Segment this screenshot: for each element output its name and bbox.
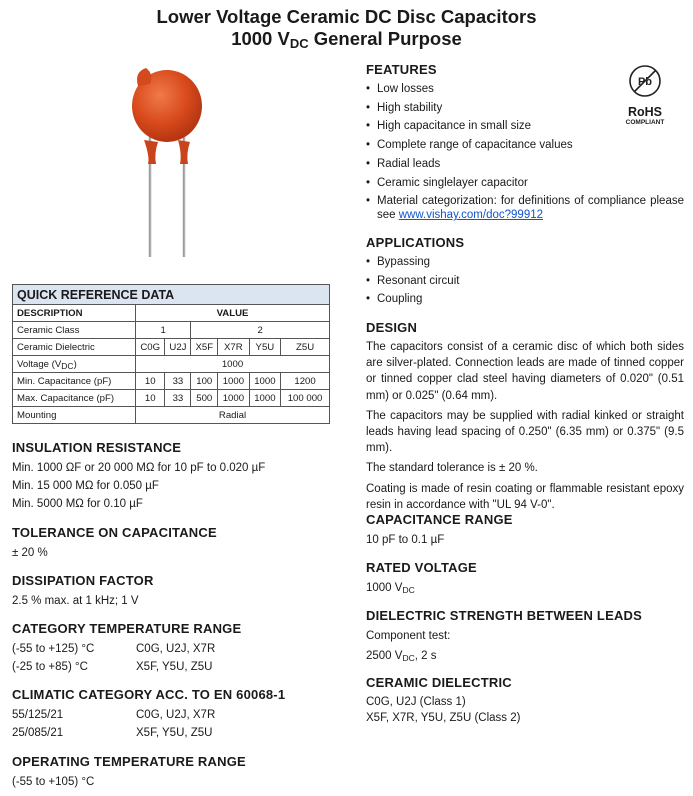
cell: 100 000: [281, 390, 330, 407]
list-item: • High capacitance in small size: [366, 117, 606, 136]
text-line: C0G, U2J (Class 1): [366, 696, 466, 708]
section-heading: DISSIPATION FACTOR: [12, 573, 154, 588]
cell: 1000: [249, 390, 281, 407]
row-label: Min. Capacitance (pF): [13, 373, 136, 390]
cell: 1000: [218, 390, 250, 407]
section-heading: RATED VOLTAGE: [366, 560, 477, 575]
cell: 1000: [249, 373, 281, 390]
list-item: (-25 to +85) °C X5F, Y5U, Z5U: [12, 661, 213, 673]
list-item: (-55 to +125) °C C0G, U2J, X7R: [12, 643, 216, 655]
table-row: [13, 356, 330, 373]
operating-temp-section: [12, 754, 342, 791]
table-caption: QUICK REFERENCE DATA: [13, 285, 330, 305]
text-line: Min. 15 000 MΩ for 0.050 µF: [12, 480, 159, 492]
cell: 1200: [281, 373, 330, 390]
cell: U2J: [165, 339, 191, 356]
table-row: [13, 407, 330, 424]
text-line: (-55 to +105) °C: [12, 776, 95, 788]
text-line: ± 20 %: [12, 547, 48, 559]
quick-reference-table: [12, 284, 330, 424]
row-label: Ceramic Class: [13, 322, 136, 339]
list-item: • Ceramic singlelayer capacitor: [366, 174, 606, 193]
category-temp-section: [12, 621, 342, 676]
list-item: • High stability: [366, 99, 606, 118]
col-description: DESCRIPTION: [13, 305, 136, 322]
cell: 1000: [136, 356, 330, 373]
section-heading: TOLERANCE ON CAPACITANCE: [12, 525, 217, 540]
list-item: • Complete range of capacitance values: [366, 136, 606, 155]
text-line: 2.5 % max. at 1 kHz; 1 V: [12, 595, 139, 607]
text-line: 1000 $V_{DC}$: [366, 582, 415, 595]
list-item: • Low losses: [366, 80, 606, 99]
features-section: [366, 62, 684, 222]
list-item: • Resonant circuit: [366, 272, 684, 291]
text-line: 10 pF to 0.1 µF: [366, 534, 445, 546]
section-heading: CATEGORY TEMPERATURE RANGE: [12, 621, 242, 636]
text-line: 2500 $V_{DC}$, 2 s: [366, 650, 437, 663]
capacitance-range-section: [366, 512, 684, 549]
text-line: Min. 5000 MΩ for 0.10 µF: [12, 498, 143, 510]
cell: 1000: [218, 373, 250, 390]
cell: X5F: [191, 339, 218, 356]
paragraph: The capacitors consist of a ceramic disc of which both sides are silver-plated. Connection leads are made of tinned copper or tinned copper clad steel having diameters of 0.020" (0.51 mm) or 0.025" (0.64 mm).: [366, 341, 684, 402]
design-section: [366, 320, 684, 513]
title-line-1: Lower Voltage Ceramic DC Disc Capacitors: [156, 6, 537, 27]
dielectric-strength-section: [366, 608, 684, 665]
cell: 2: [191, 322, 330, 339]
title-voltage: 1000 V: [231, 28, 290, 49]
text-line: Min. 1000 ΩF or 20 000 MΩ for 10 pF to 0.020 µF: [12, 462, 266, 474]
table-row: [13, 373, 330, 390]
cell: 33: [165, 373, 191, 390]
section-heading: DESIGN: [366, 320, 418, 335]
section-heading: CLIMATIC CATEGORY ACC. TO EN 60068-1: [12, 687, 286, 702]
dissipation-section: [12, 573, 342, 610]
cell: Z5U: [281, 339, 330, 356]
title-line-2: [0, 28, 693, 50]
cell: 10: [136, 373, 165, 390]
section-heading: CAPACITANCE RANGE: [366, 512, 513, 527]
cell: 100: [191, 373, 218, 390]
row-label: Voltage $(V_{DC})$: [13, 356, 136, 373]
cell: X7R: [218, 339, 250, 356]
cell: 10: [136, 390, 165, 407]
list-item: • Coupling: [366, 290, 684, 309]
capacitor-photo: [120, 62, 220, 267]
cell: C0G: [136, 339, 165, 356]
title-rest: General Purpose: [308, 28, 462, 49]
tolerance-section: [12, 525, 342, 562]
section-heading: INSULATION RESISTANCE: [12, 440, 182, 455]
section-heading: DIELECTRIC STRENGTH BETWEEN LEADS: [366, 608, 642, 623]
row-label: Ceramic Dielectric: [13, 339, 136, 356]
cell: Y5U: [249, 339, 281, 356]
ceramic-dielectric-section: [366, 675, 684, 726]
cell: 1: [136, 322, 191, 339]
row-label: Max. Capacitance (pF): [13, 390, 136, 407]
section-heading: FEATURES: [366, 62, 437, 77]
climatic-section: [12, 687, 342, 742]
rohs-label: RoHS: [627, 105, 663, 119]
compliance-link[interactable]: www.vishay.com/doc?99912: [398, 209, 543, 222]
text-line: Component test:: [366, 630, 451, 642]
col-value: VALUE: [136, 305, 330, 322]
section-heading: CERAMIC DIELECTRIC: [366, 675, 512, 690]
text-line: X5F, X7R, Y5U, Z5U (Class 2): [366, 712, 521, 724]
rohs-compliant: COMPLIANT: [625, 119, 665, 126]
paragraph: Coating is made of resin coating or flammable resistant epoxy resin in accordance with "UL 94 V-0".: [366, 482, 684, 511]
list-item: 25/085/21 X5F, Y5U, Z5U: [12, 727, 213, 739]
list-item: 55/125/21 C0G, U2J, X7R: [12, 709, 216, 721]
cell: 33: [165, 390, 191, 407]
pb-text: Pb: [637, 76, 653, 88]
list-item: • Radial leads: [366, 155, 606, 174]
row-label: Mounting: [13, 407, 136, 424]
list-item: • Bypassing: [366, 253, 684, 272]
table-row: [13, 322, 330, 339]
title-voltage-sub: DC: [289, 36, 309, 51]
cell: 500: [191, 390, 218, 407]
section-heading: OPERATING TEMPERATURE RANGE: [12, 754, 246, 769]
table-row: [13, 390, 330, 407]
paragraph: The standard tolerance is ± 20 %.: [366, 462, 538, 475]
list-item: • Material categorization: for definitions of compliance please see www.vishay.com/doc?99912: [366, 194, 684, 222]
paragraph: The capacitors may be supplied with radial kinked or straight leads having lead spacing of 0.250" (6.35 mm) or 0.375" (9.5 mm).: [366, 409, 684, 455]
cell: Radial: [136, 407, 330, 424]
page-title: [0, 6, 693, 50]
section-heading: APPLICATIONS: [366, 235, 465, 250]
insulation-section: [12, 440, 342, 513]
applications-section: [366, 235, 684, 309]
table-row: [13, 339, 330, 356]
rated-voltage-section: [366, 560, 684, 597]
